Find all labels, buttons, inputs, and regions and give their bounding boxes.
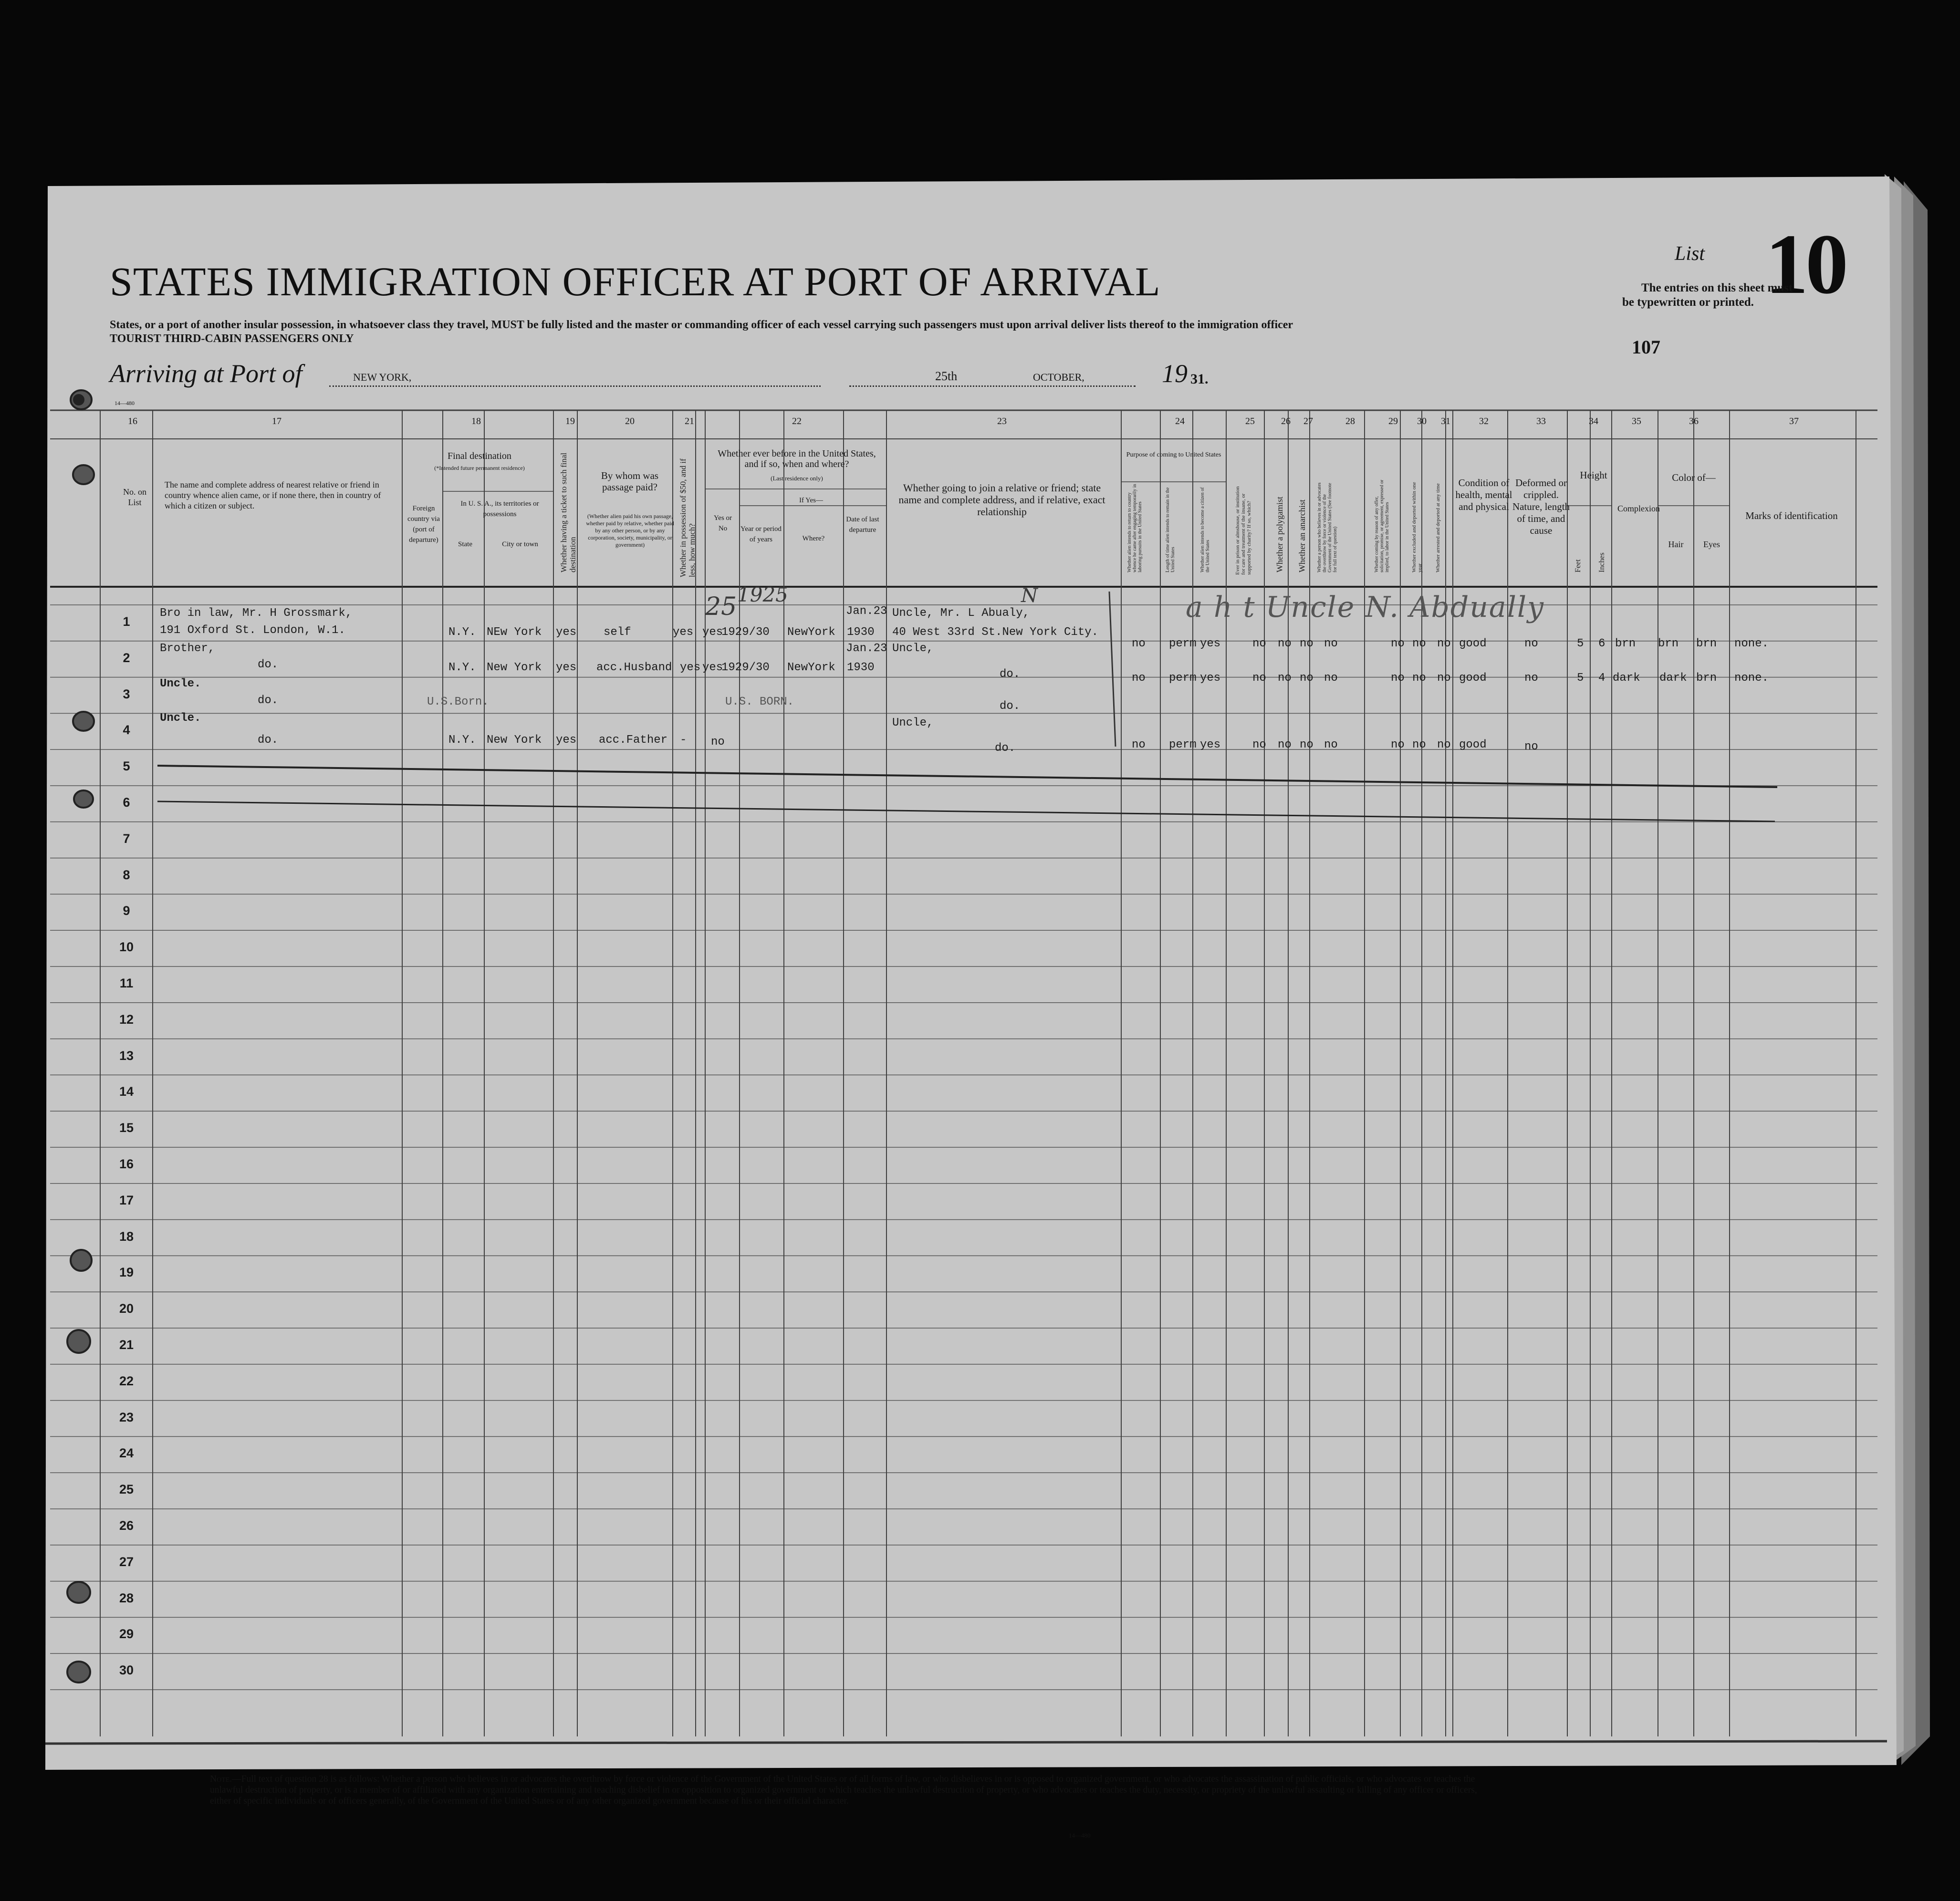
row-number: 21	[119, 1338, 134, 1352]
row-2-ticket: yes	[556, 661, 577, 674]
row-1-date-line2: 1930	[847, 626, 875, 639]
row-2-money: yes	[680, 661, 701, 674]
col-20-note: (Whether alien paid his own passage, whether paid by relative, whether paid by any other person, or by any corporation, society, municipality, or government)	[586, 513, 674, 548]
day-value: 25th	[935, 369, 958, 383]
handwritten-annotation: a h t Uncle N. Abdually	[1186, 591, 1544, 624]
col-22-header: Whether ever before in the United States, and if so, when and where?	[718, 448, 876, 469]
row-number: 10	[119, 940, 134, 955]
col-17-header: The name and complete address of nearest relative or friend in country whence alien came, or if none there, then in country of which a citizen or subject.	[165, 480, 381, 510]
row-2-anarchist: no	[1300, 672, 1314, 685]
entries-note-2: be typewritten or printed.	[1622, 296, 1754, 309]
list-label: List	[1675, 243, 1705, 265]
footnote-text: —Full text of question 28 is as follows: Whether a person who believes in or advocates the overthrow by force or violence of the Government of the United States or of all forms of law, or who disbelieves in or is opposed to organized government, or who advocates the assassination of public officials, or who advocates or teaches the unlawful destruction of property, or is a member of or affiliated with any organization entertaining and teaching disbelief in or opposition to organized government or which teaches the unlawful destruction of property, or who advocates or teaches the duty, necessity, or propriety of the unlawful assaulting or killing of any officer or officers, either of specific individuals or of officers generally, of the Government of the United States or of any other organized government because of his or their official character.	[210, 1774, 1477, 1806]
row-2-polygamist: no	[1278, 672, 1292, 685]
row-1-period: 1929/30	[721, 626, 770, 639]
col-num-28: 28	[1345, 416, 1355, 426]
col-34-feet: Feet	[1574, 559, 1582, 572]
col-37-header: Marks of identification	[1745, 510, 1838, 521]
col-35-header: Complexion	[1617, 504, 1660, 513]
row-1-eyes: brn	[1696, 637, 1717, 650]
row-number: 17	[119, 1193, 134, 1207]
row-1-citizen: yes	[1200, 637, 1221, 650]
col-26-header: Whether a polygamist	[1275, 497, 1284, 572]
col-18-usa: In U. S. A., its territories or possessions	[460, 500, 539, 518]
row-4-prison: no	[1252, 738, 1266, 751]
list-number: 10	[1765, 217, 1845, 312]
col-22-yesno: Yes or No	[713, 514, 732, 532]
col-num-20: 20	[625, 416, 635, 426]
row-number: 27	[119, 1554, 134, 1569]
row-2-relative-line2: do.	[258, 658, 279, 671]
row-number: 1	[123, 614, 130, 629]
footnote-label: Note.	[210, 1774, 232, 1784]
footnote	[210, 1774, 1498, 1807]
row-1-relative-line1: Bro in law, Mr. H Grossmark,	[160, 607, 353, 620]
col-33-header: Deformed or crippled. Nature, length of time, and cause	[1512, 477, 1570, 536]
row-number: 23	[119, 1410, 134, 1424]
col-22-where: Where?	[802, 535, 825, 542]
col-36-eyes: Eyes	[1703, 540, 1720, 549]
col-24-b: Length of time alien intends to remain in the United States	[1165, 487, 1176, 572]
row-2-deformed: no	[1524, 672, 1538, 685]
col-34-header: Height	[1580, 469, 1607, 481]
row-1-deformed: no	[1524, 637, 1538, 650]
row-2-marks: none.	[1734, 672, 1769, 685]
row-2-inches: 4	[1598, 672, 1606, 685]
col-24-c: Whether alien intends to become a citizen of the United States	[1200, 487, 1210, 572]
row-2-prison: no	[1252, 672, 1266, 685]
row-number: 19	[119, 1265, 134, 1280]
col-num-17: 17	[272, 416, 281, 426]
row-1-hair: brn	[1658, 637, 1679, 650]
col-num-35: 35	[1632, 416, 1641, 426]
col-num-29: 29	[1388, 416, 1398, 426]
row-4-anarchist: no	[1300, 738, 1314, 751]
row-4-relative-line1: Uncle.	[160, 712, 201, 725]
col-22-date: Date of last departure	[846, 516, 879, 534]
col-29-header: Whether coming by reason of any offer, solicitation, promise, or agreement, expressed or implied, to labor in the United States	[1374, 479, 1390, 572]
col-18-state: State	[458, 540, 472, 548]
row-2-feet: 5	[1577, 672, 1584, 685]
handwritten-money-note: 25	[705, 592, 737, 621]
row-1-join-line1: Uncle, Mr. L Abualy,	[892, 607, 1030, 620]
col-num-31: 31	[1441, 416, 1450, 426]
row-1-arrested: no	[1437, 637, 1451, 650]
year-suffix: 31.	[1190, 371, 1209, 387]
col-25-header: Ever in prison or almshouse, or institution for care and treatment of the insane, or supported by charity? If so, which?	[1235, 486, 1252, 575]
col-18-header: Final destination	[448, 451, 511, 461]
row-4-length: perm	[1169, 738, 1197, 751]
row-1-polygamist: no	[1278, 637, 1292, 650]
row-2-join-line2: do.	[1000, 668, 1021, 681]
row-2-arrested: no	[1437, 672, 1451, 685]
col-num-16: 16	[128, 416, 137, 426]
row-1-where: NewYork	[787, 626, 835, 639]
col-27-header: Whether an anarchist	[1297, 499, 1307, 572]
row-1-length: perm	[1169, 637, 1197, 650]
col-num-33: 33	[1536, 416, 1546, 426]
row-number: 7	[123, 831, 130, 846]
col-num-26: 26	[1281, 416, 1291, 426]
col-30-header: Whether excluded and deported within one year	[1411, 482, 1423, 572]
form-code-top: 14—480	[115, 400, 135, 406]
col-num-22: 22	[792, 416, 802, 426]
row-4-deformed: no	[1524, 740, 1538, 753]
row-1-excluded: no	[1412, 637, 1426, 650]
row-number: 13	[119, 1048, 134, 1063]
col-36-hair: Hair	[1668, 540, 1684, 549]
row-1-overthrow: no	[1324, 637, 1338, 650]
row-1-feet: 5	[1577, 637, 1584, 650]
footnote-code: 14—480	[1069, 1832, 1091, 1839]
row-1-state: N.Y.	[448, 626, 476, 639]
row-number: 2	[123, 650, 130, 665]
col-24-header: Purpose of coming to United States	[1126, 451, 1221, 458]
row-number: 28	[119, 1590, 134, 1605]
col-num-19: 19	[565, 416, 575, 426]
col-19-header: Whether having a ticket to such final destination	[559, 452, 577, 572]
col-32-header: Condition of health, mental and physical	[1455, 477, 1512, 512]
col-num-34: 34	[1589, 416, 1598, 426]
row-number: 5	[123, 759, 130, 774]
row-number: 14	[119, 1084, 134, 1099]
col-num-30: 30	[1417, 416, 1427, 426]
port-dotted-line	[329, 385, 821, 387]
row-1-ticket: yes	[556, 626, 577, 639]
row-4-relative-line2: do.	[258, 734, 279, 747]
row-4-labor: no	[1391, 738, 1405, 751]
row-4-arrested: no	[1437, 738, 1451, 751]
row-3-us-born-a: U.S.Born.	[427, 696, 489, 708]
row-3-relative-line2: do.	[258, 694, 279, 707]
col-num-21: 21	[685, 416, 694, 426]
row-2-date-line1: Jan.23	[846, 642, 887, 655]
year-prefix: 19	[1162, 359, 1188, 388]
row-2-return: no	[1132, 672, 1146, 685]
row-4-polygamist: no	[1278, 738, 1292, 751]
row-4-join-line1: Uncle,	[892, 717, 934, 729]
row-number: 22	[119, 1373, 134, 1388]
col-num-23: 23	[997, 416, 1007, 426]
col-num-37: 37	[1789, 416, 1799, 426]
row-4-join-line2: do.	[995, 742, 1016, 755]
row-2-relative-line1: Brother,	[160, 642, 215, 655]
row-4-before: no	[711, 736, 725, 748]
row-number: 26	[119, 1518, 134, 1533]
row-2-period: 1929/30	[721, 661, 770, 674]
row-number: 11	[119, 976, 134, 990]
col-18-foreign: Foreign country via (port of departure)	[407, 505, 440, 544]
col-num-18: 18	[471, 416, 481, 426]
row-number: 30	[119, 1663, 134, 1678]
row-1-date-line1: Jan.23	[846, 605, 887, 618]
row-number: 16	[119, 1157, 134, 1171]
row-number: 15	[119, 1121, 134, 1135]
row-3-us-born-b: U.S. BORN.	[725, 696, 794, 708]
row-4-health: good	[1459, 738, 1487, 751]
col-18-note: (*Intended future permanent residence)	[434, 465, 525, 471]
handwritten-year-note: 1925	[737, 583, 788, 606]
row-number: 20	[119, 1301, 134, 1316]
row-2-length: perm	[1169, 672, 1197, 685]
col-num-32: 32	[1479, 416, 1489, 426]
handwritten-uncle-note: N	[1021, 585, 1038, 607]
row-2-where: NewYork	[787, 661, 835, 674]
row-3-join-line2: do.	[1000, 700, 1021, 713]
row-2-overthrow: no	[1324, 672, 1338, 685]
row-2-paid-by: acc.Husband	[596, 661, 672, 674]
row-2-eyes: brn	[1696, 672, 1717, 685]
row-1-inches: 6	[1598, 637, 1606, 650]
row-1-labor: no	[1391, 637, 1405, 650]
row-4-return: no	[1132, 738, 1146, 751]
row-4-city: New York	[487, 734, 542, 747]
class-line: TOURIST THIRD-CABIN PASSENGERS ONLY	[110, 332, 354, 345]
col-21-header: Whether in possession of $50, and if less, how much?	[678, 458, 697, 577]
row-2-citizen: yes	[1200, 672, 1221, 685]
row-number: 25	[119, 1482, 134, 1497]
row-number: 12	[119, 1012, 134, 1027]
row-2-excluded: no	[1412, 672, 1426, 685]
row-number: 4	[123, 723, 130, 738]
row-number: 3	[123, 686, 130, 701]
col-22-note: (Last residence only)	[771, 475, 823, 482]
row-2-state: N.Y.	[448, 661, 476, 674]
col-num-24: 24	[1175, 416, 1185, 426]
row-number: 8	[123, 867, 130, 882]
row-2-complexion: dark	[1613, 672, 1640, 685]
row-4-citizen: yes	[1200, 738, 1221, 751]
col-18-city: City or town	[502, 540, 538, 548]
row-number: 29	[119, 1627, 134, 1641]
row-2-before: yes	[702, 661, 723, 674]
row-number: 6	[123, 795, 130, 810]
row-4-excluded: no	[1412, 738, 1426, 751]
row-1-before: yes	[702, 626, 723, 639]
row-number: 18	[119, 1229, 134, 1244]
port-value: NEW YORK,	[353, 371, 412, 383]
row-1-marks: none.	[1734, 637, 1769, 650]
row-number: 24	[119, 1446, 134, 1461]
row-1-anarchist: no	[1300, 637, 1314, 650]
col-num-25: 25	[1245, 416, 1255, 426]
row-2-city: New York	[487, 661, 542, 674]
row-2-date-line2: 1930	[847, 661, 875, 674]
form-subtitle: States, or a port of another insular possession, in whatsoever class they travel, MUST be fully listed and the master or commanding officer of each vessel carrying such passengers must upon arrival deliver lists thereof to the immigration officer	[110, 319, 1293, 331]
row-1-paid-by: self	[604, 626, 631, 639]
page-number: 107	[1632, 336, 1660, 358]
col-22-ifyes: If Yes—	[799, 497, 823, 504]
row-1-health: good	[1459, 637, 1487, 650]
month-value: OCTOBER,	[1033, 371, 1084, 383]
row-1-prison: no	[1252, 637, 1266, 650]
row-1-relative-line2: 191 Oxford St. London, W.1.	[160, 624, 345, 637]
row-4-paid-by: acc.Father	[599, 734, 668, 747]
row-2-hair: dark	[1659, 672, 1687, 685]
row-1-complexion: brn	[1615, 637, 1636, 650]
row-4-state: N.Y.	[448, 734, 476, 747]
row-3-relative-line1: Uncle.	[160, 677, 201, 690]
col-16-header: No. on List	[123, 487, 146, 507]
col-31-header: Whether arrested and deported at any time	[1435, 483, 1441, 572]
row-1-join-line2: 40 West 33rd St.New York City.	[892, 626, 1099, 639]
col-24-a: Whether alien intends to return to country whence he came after engaging temporarily in laboring pursuits in the United States	[1127, 484, 1143, 572]
col-34-inches: Inches	[1598, 552, 1606, 572]
col-num-36: 36	[1689, 416, 1699, 426]
row-4-money: -	[680, 734, 687, 747]
row-2-join-line1: Uncle,	[892, 642, 934, 655]
row-2-health: good	[1459, 672, 1487, 685]
date-dotted-line	[849, 385, 1136, 387]
col-28-header: Whether a person who believes in or advocates the overthrow by force or violence of the Government of the United States (See footnote for full text of question)	[1317, 482, 1338, 572]
row-2-labor: no	[1391, 672, 1405, 685]
entries-note-1: The entries on this sheet must	[1641, 281, 1793, 294]
col-20-header: By whom was passage paid?	[601, 470, 659, 493]
col-22-period: Year or period of years	[740, 525, 782, 543]
col-num-27: 27	[1303, 416, 1313, 426]
row-4-overthrow: no	[1324, 738, 1338, 751]
row-number: 9	[123, 904, 130, 918]
form-title: STATES IMMIGRATION OFFICER AT PORT OF ARRIVAL	[110, 259, 1161, 304]
col-36-header: Color of—	[1672, 472, 1716, 483]
col-23-header: Whether going to join a relative or friend; state name and complete address, and if relative, exact relationship	[898, 482, 1105, 518]
row-1-money: yes	[673, 626, 694, 639]
row-1-city: NEw York	[487, 626, 542, 639]
row-4-ticket: yes	[556, 734, 577, 747]
arriving-label: Arriving at Port of	[110, 359, 302, 388]
row-1-return: no	[1132, 637, 1146, 650]
